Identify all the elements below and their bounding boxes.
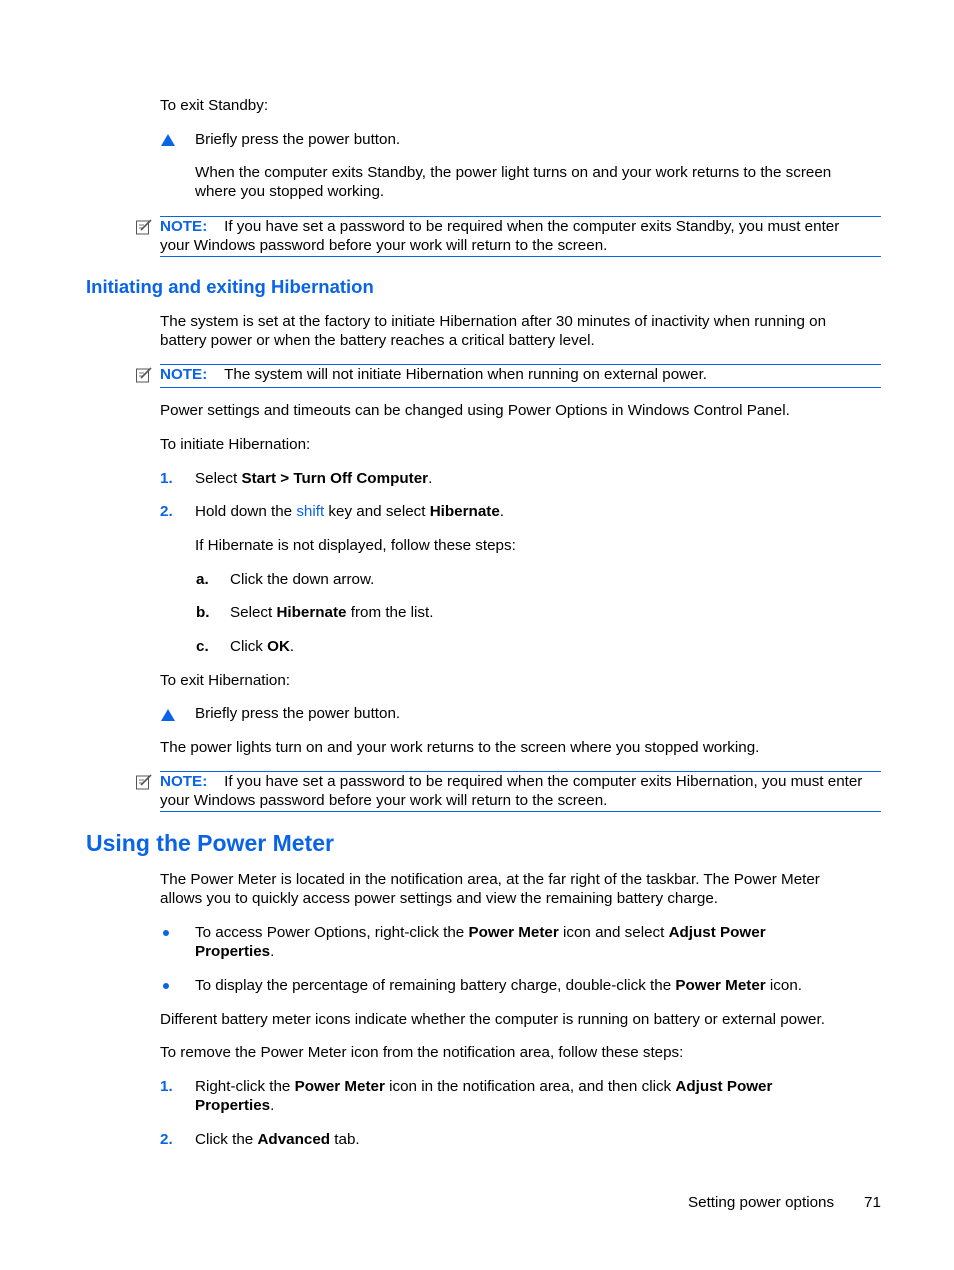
note-text: If you have set a password to be required when the computer exits Hibernation, you must enter — [224, 773, 863, 790]
power-meter-intro-line2: allows you to quickly access power settings and view the remaining battery charge. — [160, 890, 718, 907]
bullet-text: To display the percentage of remaining battery charge, double-click the — [195, 977, 676, 994]
remove-step2 — [195, 1130, 360, 1149]
step-text: Click the — [195, 1131, 258, 1148]
hibernation-heading: Initiating and exiting Hibernation — [86, 276, 374, 297]
step-bold: Hibernate — [429, 503, 500, 520]
bullet1-line2 — [195, 942, 274, 961]
footer-section-title: Setting power options — [688, 1194, 835, 1211]
hibernation-step-2 — [195, 502, 504, 521]
bullet-bold: Adjust Power — [668, 924, 766, 941]
step-text: Hold down the — [195, 503, 297, 520]
step-number: 1. — [160, 1078, 173, 1095]
step-number: 1. — [160, 470, 173, 487]
step-text: Select — [195, 470, 242, 487]
note-text: The system will not initiate Hibernation when running on external power. — [224, 366, 708, 383]
note-label: NOTE: — [160, 773, 208, 790]
step-number: 2. — [160, 1131, 173, 1148]
bullet-dot-icon — [163, 983, 169, 989]
hibernation-intro-line2: battery power or when the battery reaches a critical battery level. — [160, 332, 595, 349]
hibernation-intro-line1: The system is set at the factory to initiate Hibernation after 30 minutes of inactivity when running on — [160, 313, 827, 330]
step-text-mid: icon in the notification area, and then click — [384, 1078, 676, 1095]
step-bold: Power Meter — [294, 1078, 385, 1095]
step-bold: Hibernate — [276, 604, 347, 621]
step-number: 2. — [160, 503, 173, 520]
step-bold: Start > Turn Off Computer — [241, 470, 429, 487]
step-text-end: . — [499, 503, 505, 520]
step-text-end: from the list. — [346, 604, 434, 621]
step-bold: OK — [267, 638, 290, 655]
standby-exit-intro: To exit Standby: — [160, 97, 269, 114]
different-icons-text: Different battery meter icons indicate whether the computer is running on battery or external power. — [160, 1011, 825, 1028]
initiate-intro: To initiate Hibernation: — [160, 436, 311, 453]
exit-hibernation-result: The power lights turn on and your work returns to the screen where you stopped working. — [160, 739, 760, 756]
bullet-text: To access Power Options, right-click the — [195, 924, 469, 941]
remove-step1-line1 — [195, 1077, 772, 1096]
footer-page-number: 71 — [864, 1194, 881, 1211]
step-text: Right-click the — [195, 1078, 295, 1095]
note-label: NOTE: — [160, 218, 208, 235]
substep-c — [230, 637, 294, 656]
power-settings-text: Power settings and timeouts can be changed using Power Options in Windows Control Panel. — [160, 402, 790, 419]
triangle-bullet-icon — [161, 709, 175, 721]
standby-note-line2: your Windows password before your work will return to the screen. — [160, 237, 608, 254]
standby-note-line1 — [160, 217, 839, 236]
standby-step: Briefly press the power button. — [195, 131, 401, 148]
bullet-text-end: . — [270, 943, 275, 960]
remove-step1-line2 — [195, 1096, 274, 1115]
shift-key-link[interactable]: shift — [296, 503, 325, 520]
bullet-bold: Power Meter — [468, 924, 559, 941]
bullet-text-mid: icon and select — [558, 924, 669, 941]
note-label: NOTE: — [160, 366, 208, 383]
remove-intro: To remove the Power Meter icon from the notification area, follow these steps: — [160, 1044, 684, 1061]
substep-letter: a. — [196, 571, 209, 588]
triangle-bullet-icon — [161, 134, 175, 146]
step-text-end: . — [270, 1097, 275, 1114]
note-pencil-icon — [135, 366, 153, 384]
step-text-end: tab. — [330, 1131, 360, 1148]
not-displayed-text: If Hibernate is not displayed, follow these steps: — [195, 537, 516, 554]
step-text: Select — [230, 604, 277, 621]
step-text-end: . — [428, 470, 433, 487]
substep-a: Click the down arrow. — [230, 571, 375, 588]
exit-hibernation-step: Briefly press the power button. — [195, 705, 401, 722]
power-meter-intro-line1: The Power Meter is located in the notification area, at the far right of the taskbar. The Power Meter — [160, 871, 820, 888]
standby-result-line2: where you stopped working. — [195, 183, 385, 200]
bullet1-line1 — [195, 923, 766, 942]
substep-letter: c. — [196, 638, 209, 655]
bullet2 — [195, 976, 802, 995]
bullet-text-end: icon. — [765, 977, 802, 994]
bullet-bold: Power Meter — [675, 977, 766, 994]
step-text-mid: key and select — [324, 503, 430, 520]
step-text-end: . — [289, 638, 295, 655]
note-text: If you have set a password to be required when the computer exits Standby, you must enter — [224, 218, 840, 235]
note-pencil-icon — [135, 773, 153, 791]
standby-result-line1: When the computer exits Standby, the power light turns on and your work returns to the screen — [195, 164, 832, 181]
step-bold: Advanced — [257, 1131, 331, 1148]
power-meter-heading: Using the Power Meter — [86, 830, 334, 856]
hibernation-note2-line1 — [160, 772, 862, 791]
bullet-dot-icon — [163, 930, 169, 936]
step-text: Click — [230, 638, 268, 655]
bullet-bold: Properties — [195, 943, 271, 960]
hibernation-note2-line2: your Windows password before your work will return to the screen. — [160, 792, 608, 809]
step-bold: Adjust Power — [675, 1078, 773, 1095]
step-bold: Properties — [195, 1097, 271, 1114]
substep-letter: b. — [196, 604, 210, 621]
substep-b — [230, 603, 433, 622]
hibernation-note1 — [160, 365, 707, 384]
exit-hibernation-intro: To exit Hibernation: — [160, 672, 291, 689]
note-pencil-icon — [135, 218, 153, 236]
hibernation-step-1 — [195, 469, 432, 488]
